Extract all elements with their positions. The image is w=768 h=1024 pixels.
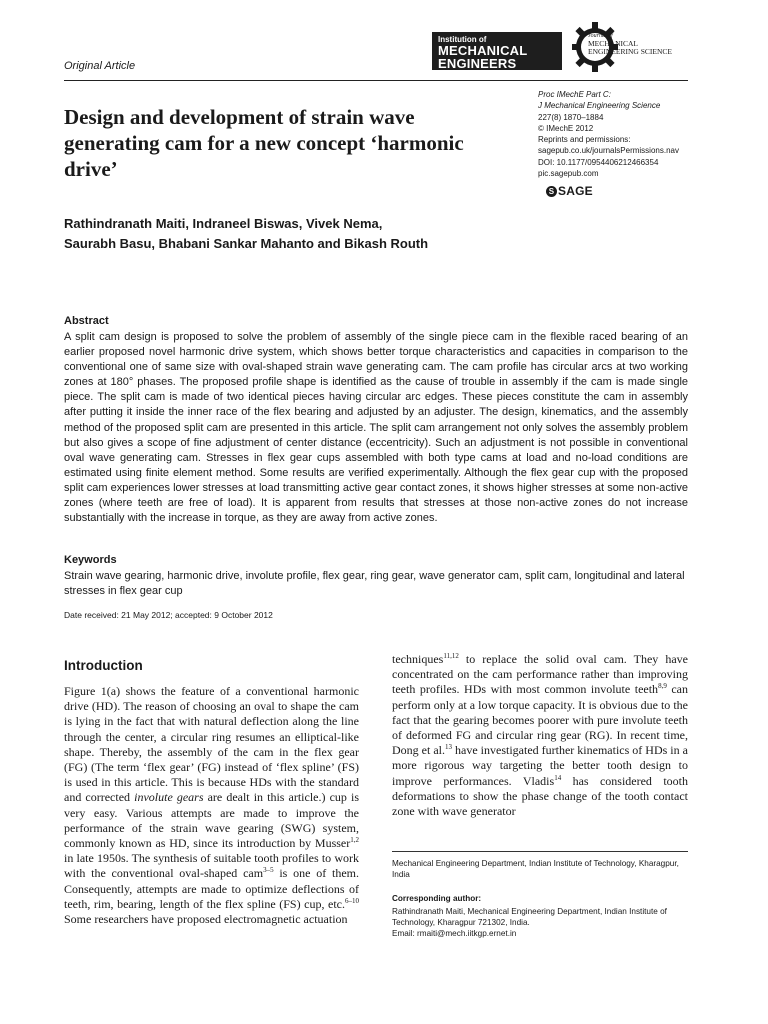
- citation-ref: 14: [554, 773, 562, 782]
- journal-logo-text: [588, 32, 672, 56]
- body-column-left: [64, 684, 359, 927]
- col1-text-4: is one of them. Consequently, attempts are made to optimize deflections of teeth, rim, bearing, length of the flex spline (FS) cup, etc.: [64, 866, 359, 911]
- corresponding-author: [392, 906, 688, 939]
- sage-logo: [546, 184, 593, 198]
- col1-text-3: in late 1950s. The synthesis of suitable tooth profiles to work with the conventional oval-shaped cam: [64, 851, 359, 881]
- citation-ref: 8,9: [658, 682, 667, 691]
- header-rule: [64, 80, 688, 81]
- journal-site-link[interactable]: pic.sagepub.com: [538, 169, 599, 179]
- corresponding-text: Rathindranath Maiti, Mechanical Engineering Department, Indian Institute of Technology, Kharagpur 721302, India.: [392, 907, 667, 927]
- journal-logo: [572, 22, 692, 72]
- keywords-heading: Keywords: [64, 554, 117, 566]
- copyright: © IMechE 2012: [538, 123, 594, 133]
- journal-logo-line1: Journal of: [588, 33, 613, 39]
- citation-ref: 13: [445, 743, 452, 752]
- sage-logo-text: SAGE: [558, 184, 593, 198]
- introduction-heading: Introduction: [64, 658, 143, 673]
- article-title: Design and development of strain wave generating cam for a new concept ‘harmonic drive’: [64, 105, 464, 181]
- col1-italic-term: involute gears: [134, 790, 204, 805]
- col2-text-5: has considered tooth deformations to show the phase change of the tooth contact zone with wave generator: [392, 773, 688, 819]
- sage-circle-icon: S: [546, 186, 557, 197]
- abstract-heading: Abstract: [64, 315, 109, 327]
- affiliation: Mechanical Engineering Department, Indian Institute of Technology, Kharagpur, India: [392, 859, 679, 879]
- reprints-label: Reprints and permissions:: [538, 135, 631, 145]
- doi: DOI: 10.1177/0954406212466354: [538, 157, 659, 167]
- article-dates: Date received: 21 May 2012; accepted: 9 October 2012: [64, 610, 273, 620]
- imeche-logo-line2: MECHANICAL: [438, 43, 528, 58]
- imeche-logo: [432, 32, 562, 70]
- col1-text-1: Figure 1(a) shows the feature of a conventional harmonic drive (HD). The reason of choosing an oval to shape the cam is lying in the fact that with natural deflection along the line through the center, a circular ring resumes an elliptical-like shape. Thereby, the assembly of the cam in the flex gear (FG) (The term ‘flex gear’ (FG) instead of ‘flex spline’ (FS) is used in this article. This is because HDs with the standard and corrected: [64, 684, 359, 805]
- email-link[interactable]: Email: rmaiti@mech.iitkgp.ernet.in: [392, 929, 517, 938]
- citation-ref: 1,2: [350, 836, 359, 845]
- author-list: [64, 214, 584, 254]
- col2-text-1: techniques: [392, 652, 444, 666]
- col2-text-4: have investigated further kinematics of HDs in a more rigorous way targeting the better tooth design to improve performances. Vladis: [392, 743, 688, 788]
- citation-ref: 3–5: [263, 866, 274, 875]
- journal-short: Proc IMechE Part C:: [538, 90, 611, 99]
- journal-logo-line3: ENGINEERING SCIENCE: [588, 47, 672, 56]
- col1-text-5: Some researchers have proposed electromagnetic actuation: [64, 912, 348, 927]
- volume: 227(8) 1870–1884: [538, 112, 604, 122]
- col2-text-2: to replace the solid oval cam. They have concentrated on the cam performance rather than improving teeth profiles. HDs with most common involute teeth: [392, 652, 688, 697]
- footnote-rule: [392, 851, 688, 852]
- authors-line1: Rathindranath Maiti, Indraneel Biswas, Vivek Nema,: [64, 216, 383, 231]
- journal-logo-line2: MECHANICAL: [588, 39, 638, 48]
- authors-line2: Saurabh Basu, Bhabani Sankar Mahanto and Bikash Routh: [64, 236, 429, 251]
- imeche-logo-line3: ENGINEERS: [438, 56, 517, 71]
- citation-ref: 11,12: [443, 652, 459, 660]
- publication-info: [538, 89, 698, 179]
- body-column-right: [392, 652, 688, 819]
- col1-text-2: are dealt in this article.) cup is very easy. Various attempts are made to improve the performance of the strain wave gearing (SWG) system, commonly known as HD, since its introduction by Musser: [64, 790, 359, 851]
- permissions-link[interactable]: sagepub.co.uk/journalsPermissions.nav: [538, 146, 679, 156]
- keywords-text: Strain wave gearing, harmonic drive, involute profile, flex gear, ring gear, wave generator cam, split cam, longitudinal and lateral stresses in flex gear cup: [64, 570, 685, 598]
- abstract-text: A split cam design is proposed to solve the problem of assembly of the single piece cam in the flexible raced bearing of an earlier proposed novel harmonic drive system, which shows better torque characteristics and capacities in comparison to the conventional one of same size with oval-shaped strain wave generating cam. The cam profile has circular arcs at two working zones at 180° phases. The proposed profile shape is identified as the cause of trouble in assembly if the cam is made single piece. The split cam is made of two identical pieces having circular arc edges. These pieces constitute the cam in assembly after putting it inside the inner race of the flex bearing and adjusted by an adjuster. The design, kinematics, and the assembly method of the proposed split cam are presented in this article. The split cam arrangement not only solves the assembly problem but also gives a scope of fine adjustment of center distance (eccentricity). Such an adjustment is not possible in conventional oval wave generating cam. Stresses in flex gear cups assembled with both type cams at load and no-load conditions are estimated using finite element method. Some results are verified experimentally. Although the flex gear cup with the proposed split cam experiences lower stresses at load transmitting active gear contact zones, it shows higher stresses at some non-active zones (where teeth are free of load). It is apparent from results that stresses at those non-active zones do not increase substantially with the increase in torque, as they are away from active zones.: [64, 331, 688, 525]
- journal-name: J Mechanical Engineering Science: [538, 101, 661, 111]
- citation-ref: 6–10: [345, 896, 359, 905]
- col2-text-3: can perform only at a low torque capacity. It is obvious due to the fact that the gearing becomes poorer with pure involute teeth of deformed FG and circular ring gear (RG). In recent time, Dong et al.: [392, 682, 689, 758]
- corresponding-heading: Corresponding author:: [392, 894, 482, 903]
- imeche-logo-line1: Institution of: [438, 35, 487, 44]
- article-type: Original Article: [64, 60, 136, 72]
